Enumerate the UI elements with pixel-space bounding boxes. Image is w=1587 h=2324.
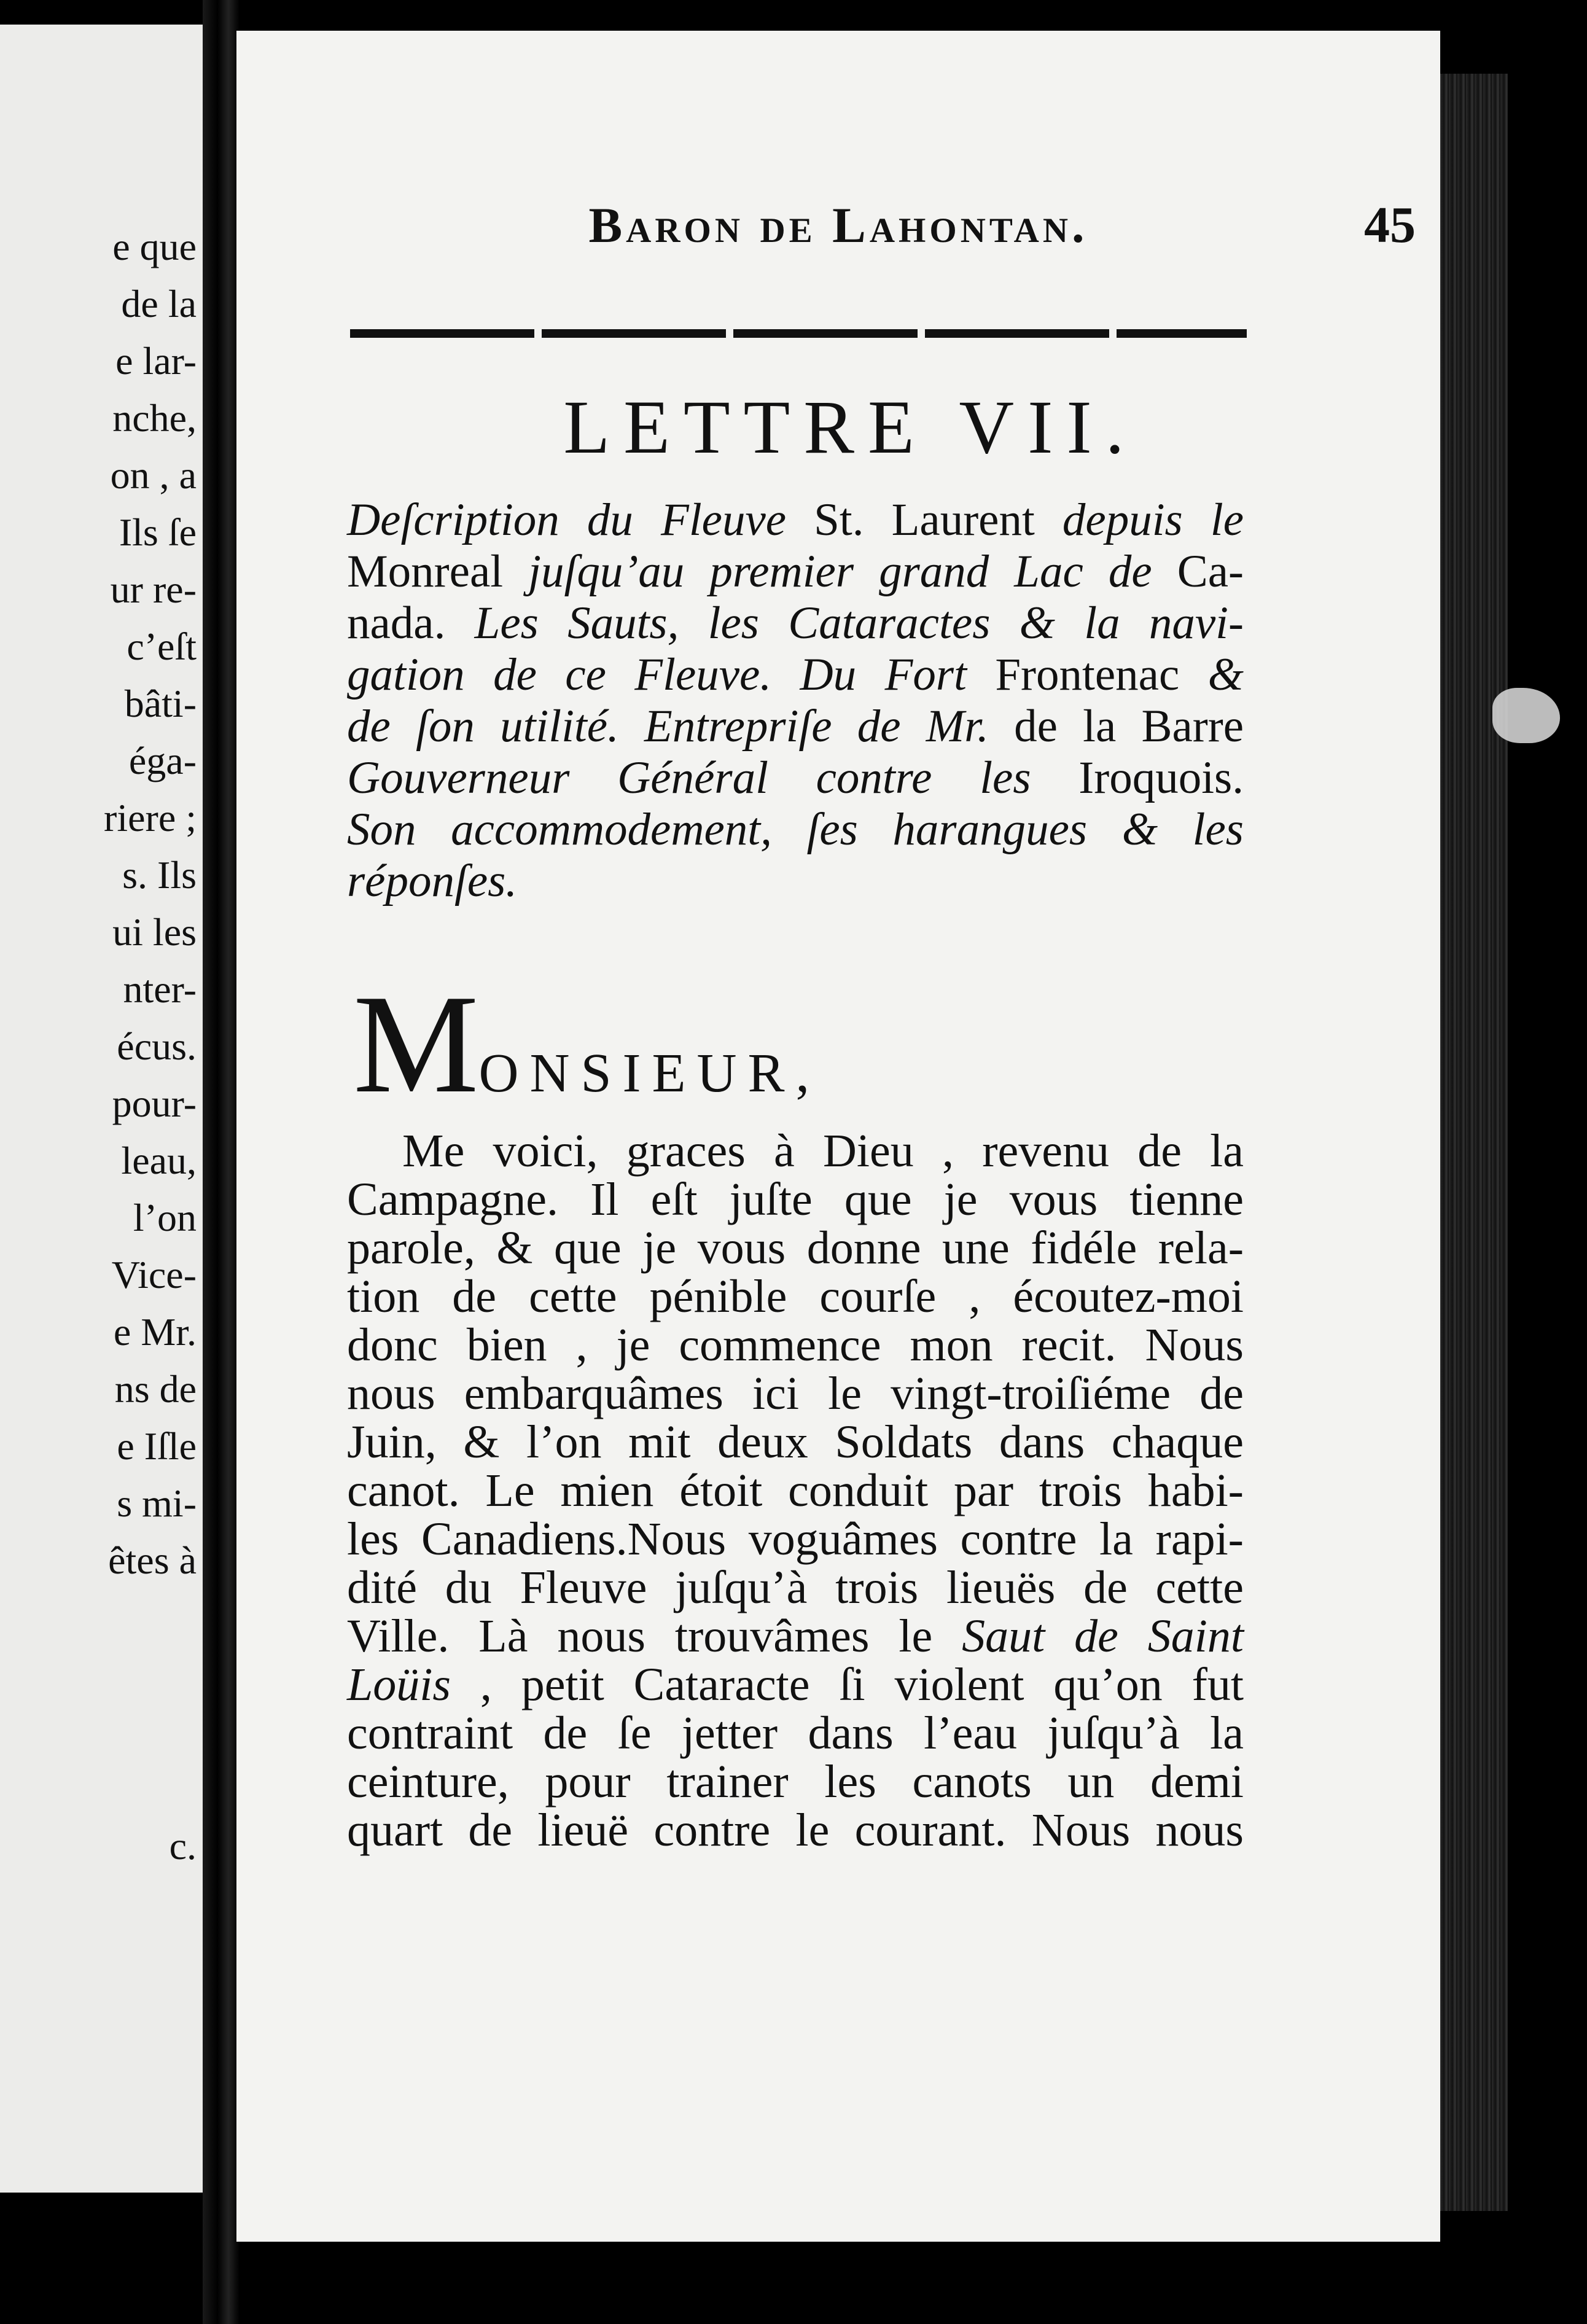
left-page-line-fragment: ui les xyxy=(112,910,197,954)
summary-segment: de ſon utilité. Entrepriſe de Mr. xyxy=(347,701,1015,752)
summary-segment: juſqu’au premier grand Lac de xyxy=(528,546,1177,597)
left-page-line-fragment: Vice- xyxy=(111,1253,197,1297)
salutation xyxy=(353,965,821,1122)
body-segment: Campagne. Il eſt juſte que je vous tienne xyxy=(347,1174,1244,1225)
body-segment: quart de lieuë contre le courant. Nous nous xyxy=(347,1804,1244,1856)
page-edges xyxy=(1440,74,1508,2211)
running-head: Baron de Lahontan. xyxy=(588,197,1088,253)
left-page-line-fragment: nter- xyxy=(123,967,197,1011)
body-line xyxy=(347,1418,1244,1467)
left-page-line-fragment: pour- xyxy=(112,1082,197,1125)
body-segment: les Canadiens.Nous voguâmes contre la rapi- xyxy=(347,1513,1244,1565)
summary-segment: Ca- xyxy=(1177,546,1244,597)
body-line xyxy=(347,1467,1244,1515)
summary-segment: Gouverneur Général contre les xyxy=(347,752,1079,803)
summary-line xyxy=(347,649,1244,701)
body-line xyxy=(347,1661,1244,1709)
summary-segment: nada. xyxy=(347,598,475,649)
body-segment: Saut de Saint xyxy=(962,1610,1244,1662)
summary-segment: St. Laurent xyxy=(814,494,1063,545)
summary-segment: Monreal xyxy=(347,546,529,597)
body-line xyxy=(347,1321,1244,1370)
summary-segment: Son accommodement, ſes harangues & les xyxy=(347,804,1244,855)
left-page-line-fragment: e lar- xyxy=(115,339,197,383)
summary-segment: Les Sauts, les Cataractes & la navi- xyxy=(474,598,1244,649)
summary-line xyxy=(347,546,1244,598)
body-line xyxy=(347,1806,1244,1855)
left-page-line-fragment: écus. xyxy=(117,1024,197,1068)
body-line xyxy=(347,1709,1244,1758)
body-line xyxy=(347,1273,1244,1321)
body-line xyxy=(347,1176,1244,1224)
body-segment: Loüis xyxy=(347,1659,451,1710)
summary-segment: depuis le xyxy=(1062,494,1244,545)
body-segment: canot. Le mien étoit conduit par trois habi- xyxy=(347,1465,1244,1516)
left-page-line-fragment: riere ; xyxy=(104,796,197,840)
body-line xyxy=(347,1224,1244,1273)
left-page-line-fragment: Ils ſe xyxy=(119,510,197,554)
left-page-line-fragment: on , a xyxy=(110,453,197,497)
left-page-line-fragment: êtes à xyxy=(108,1538,197,1582)
summary-segment: de la Barre xyxy=(1014,701,1244,752)
summary-line xyxy=(347,856,1244,907)
left-page-line-fragment: ns de xyxy=(114,1367,197,1411)
summary-line xyxy=(347,804,1244,856)
summary-segment: réponſes. xyxy=(347,856,518,907)
body-segment: donc bien , je commence mon recit. Nous xyxy=(347,1319,1244,1371)
left-page-line-fragment: e Mr. xyxy=(113,1310,197,1354)
body-segment: Me voici, graces à Dieu , revenu de la xyxy=(402,1125,1244,1177)
summary-segment: gation de ce Fleuve. Du Fort xyxy=(347,649,996,700)
left-page-line-fragment: l’on xyxy=(133,1196,197,1239)
body-segment: Ville. Là nous trouvâmes le xyxy=(347,1610,962,1662)
body-segment: Juin, & l’on mit deux Soldats dans chaque xyxy=(347,1416,1244,1468)
body-line xyxy=(347,1564,1244,1612)
body-segment: tion de cette pénible courſe , écoutez-moi xyxy=(347,1271,1244,1322)
body-line xyxy=(347,1127,1244,1176)
summary-segment: Frontenac xyxy=(995,649,1208,700)
left-page-line-fragment: c. xyxy=(169,1824,197,1868)
current-page xyxy=(236,31,1440,2242)
body-line xyxy=(347,1515,1244,1564)
left-page-line-fragment: c’eſt xyxy=(127,625,197,668)
paper-fragment xyxy=(1492,688,1560,743)
summary-segment: Deſcription du Fleuve xyxy=(347,494,814,545)
page-number: 45 xyxy=(1364,197,1416,254)
body-segment: ceinture, pour trainer les canots un demi xyxy=(347,1756,1244,1807)
left-page-line-fragment: ur re- xyxy=(110,567,197,611)
left-page-line-fragment: s mi- xyxy=(117,1481,197,1525)
summary-segment: Iroquois. xyxy=(1078,752,1244,803)
body-line xyxy=(347,1370,1244,1418)
letter-summary xyxy=(347,494,1244,907)
summary-line xyxy=(347,752,1244,804)
summary-line xyxy=(347,494,1244,546)
body-line xyxy=(347,1612,1244,1661)
left-page-line-fragment: bâti- xyxy=(124,682,197,725)
left-page-line-fragment: éga- xyxy=(128,739,197,782)
summary-line xyxy=(347,598,1244,649)
left-page-line-fragment: e Iſle xyxy=(117,1424,197,1468)
body-segment: nous embarquâmes ici le vingt-troiſiéme de xyxy=(347,1368,1244,1419)
salutation-rest: ONSIEUR, xyxy=(478,1043,821,1104)
summary-segment: & xyxy=(1207,649,1244,700)
header-rule xyxy=(350,329,1247,338)
book-gutter xyxy=(203,0,240,2324)
letter-heading: LETTRE VII. xyxy=(563,385,1138,469)
body-segment: , petit Cataracte ſi violent qu’on fut xyxy=(450,1659,1244,1710)
body-text xyxy=(347,1127,1244,1855)
body-segment: contraint de ſe jetter dans l’eau juſqu’à la xyxy=(347,1707,1244,1759)
body-segment: parole, & que je vous donne une fidéle rela- xyxy=(347,1222,1244,1274)
body-segment: dité du Fleuve juſqu’à trois lieuës de cette xyxy=(347,1562,1244,1613)
drop-initial: M xyxy=(353,965,479,1122)
left-page-line-fragment: nche, xyxy=(112,396,197,440)
left-page-line-fragment: s. Ils xyxy=(122,853,197,897)
left-page-line-fragment: de la xyxy=(121,282,197,326)
previous-page xyxy=(0,25,203,2193)
summary-line xyxy=(347,701,1244,752)
left-page-line-fragment: leau, xyxy=(121,1139,197,1182)
body-line xyxy=(347,1758,1244,1806)
left-page-line-fragment: e que xyxy=(112,225,197,268)
